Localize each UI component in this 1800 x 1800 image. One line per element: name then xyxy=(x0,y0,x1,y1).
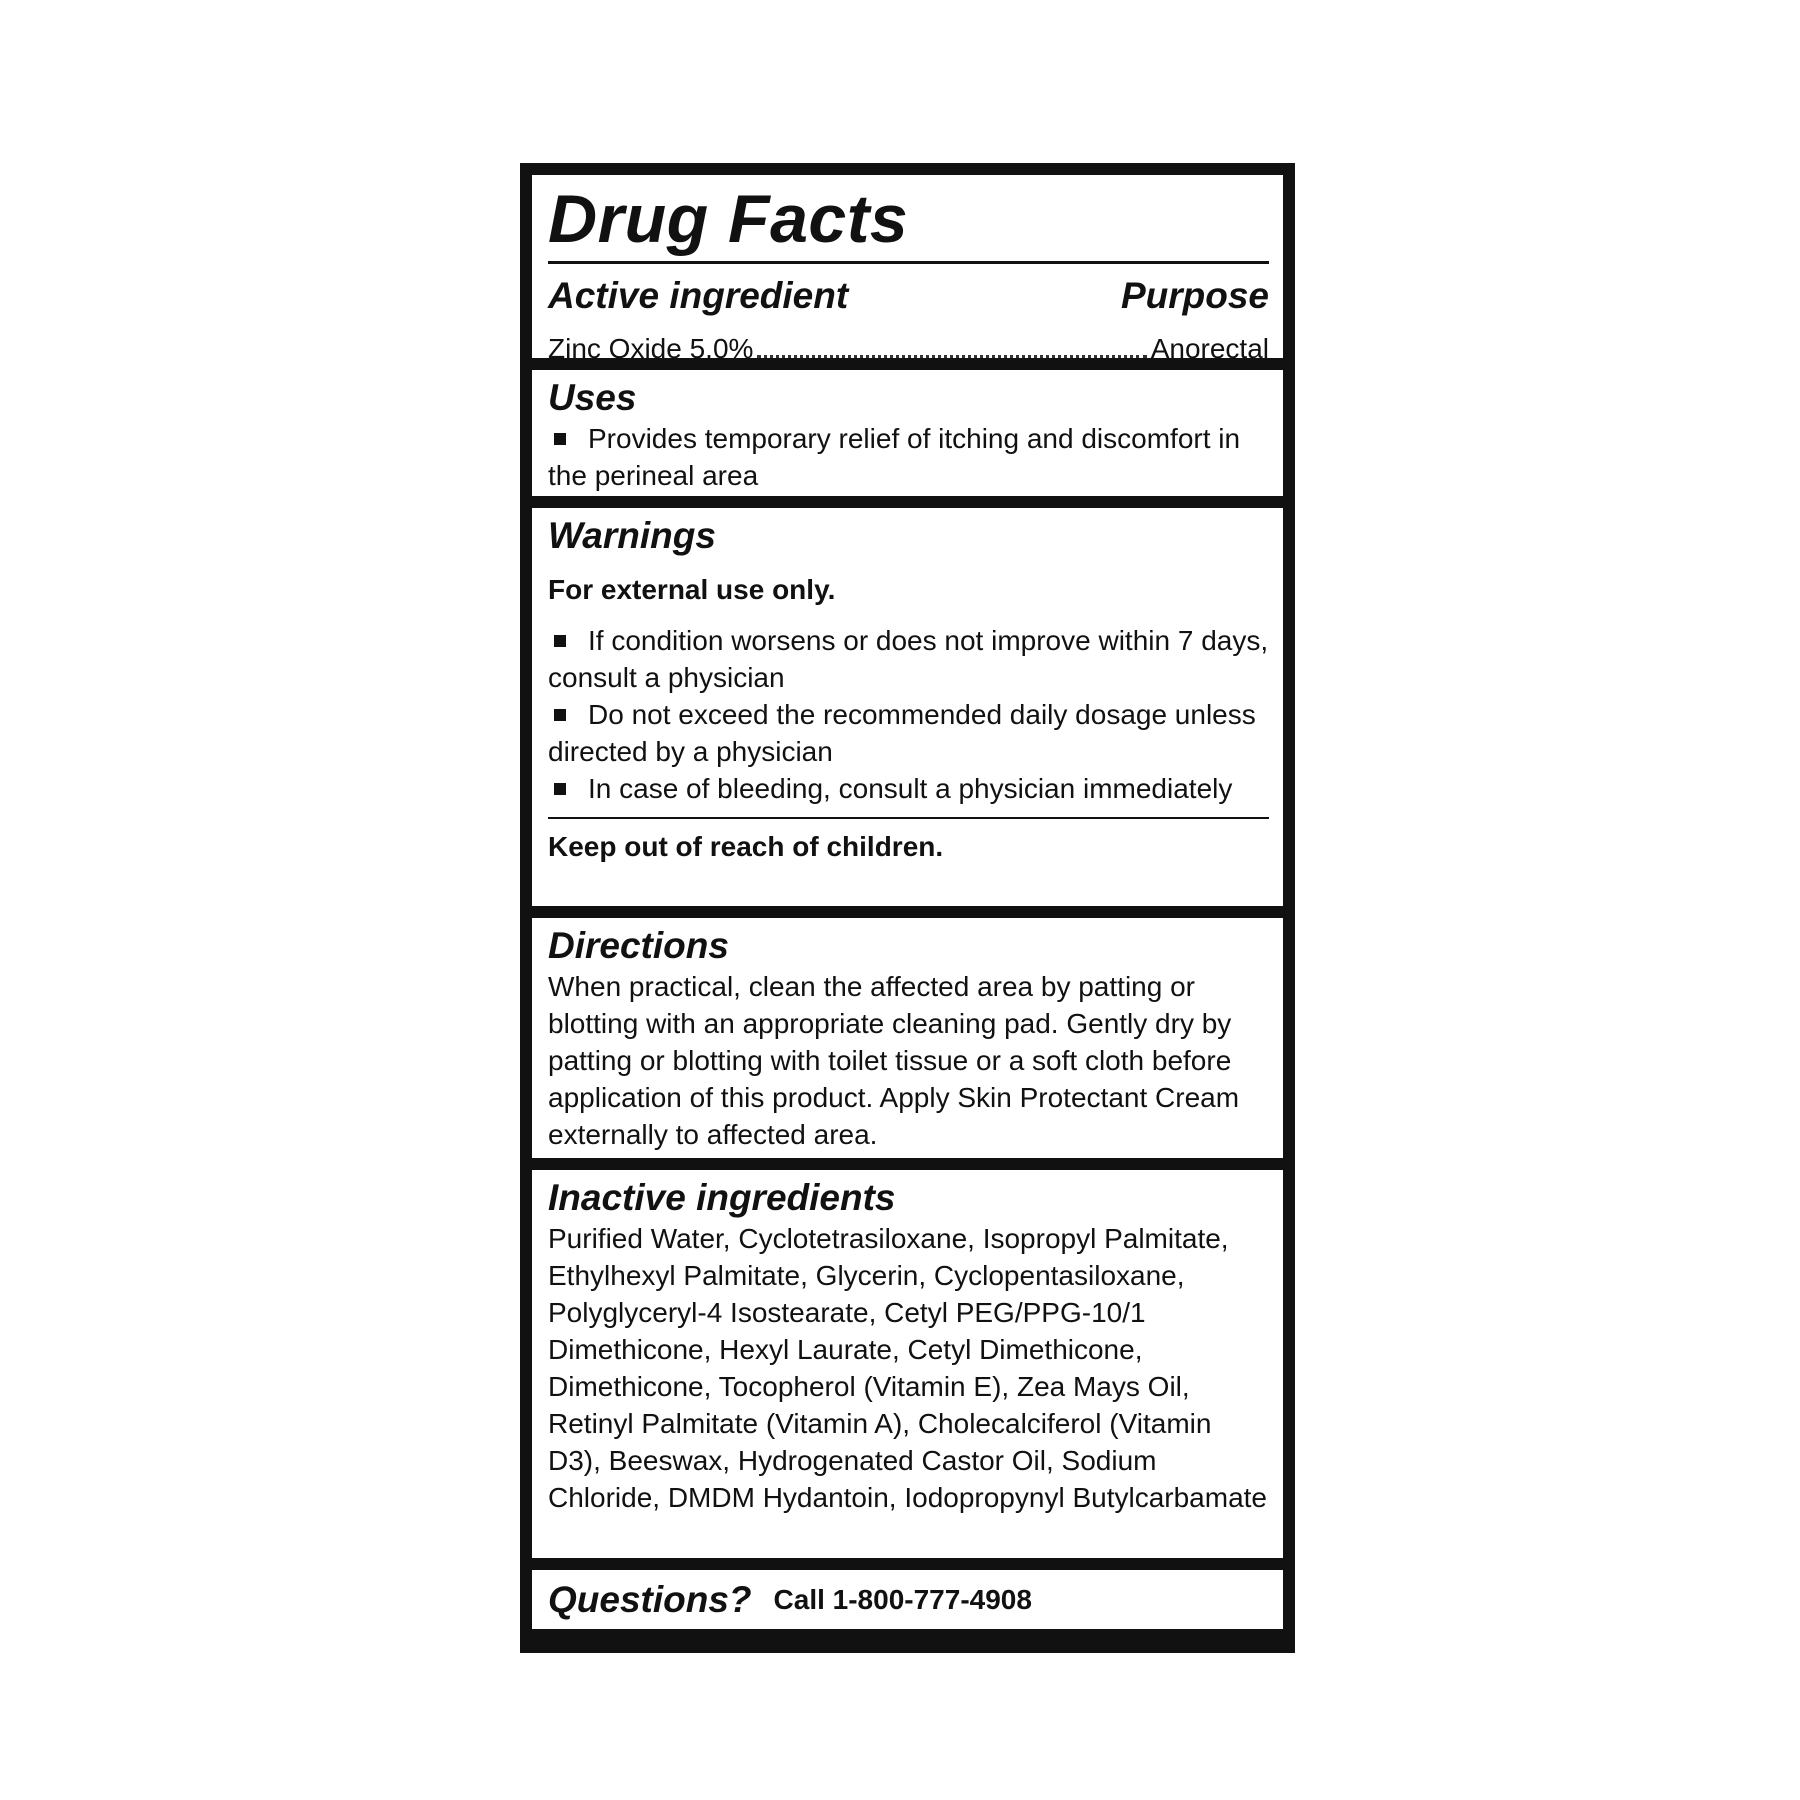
drug-facts-title: Drug Facts xyxy=(548,181,909,257)
bullet-icon xyxy=(554,709,566,721)
warning-item-text: If condition worsens or does not improve within 7 days, consult a physician xyxy=(548,625,1269,693)
purpose-heading: Purpose xyxy=(1120,275,1269,316)
questions-phone: Call 1-800-777-4908 xyxy=(773,1583,1032,1615)
warnings-heading: Warnings xyxy=(548,515,716,556)
warning-item xyxy=(548,622,1269,696)
purpose-value: Anorectal xyxy=(1150,333,1269,364)
warning-item xyxy=(548,696,1269,770)
title-divider xyxy=(548,261,1269,264)
questions-heading: Questions? xyxy=(548,1578,752,1620)
warning-item-text: Do not exceed the recommended daily dosage unless directed by a physician xyxy=(548,699,1256,767)
keep-out-of-reach-warning: Keep out of reach of children. xyxy=(548,831,944,862)
uses-panel xyxy=(532,370,1283,496)
warning-item-text: In case of bleeding, consult a physician immediately xyxy=(588,773,1233,804)
active-ingredient-heading: Active ingredient xyxy=(548,275,849,316)
uses-item-text: Provides temporary relief of itching and discomfort in the perineal area xyxy=(548,423,1241,491)
warning-item xyxy=(548,770,1269,807)
warnings-panel xyxy=(532,508,1283,906)
dotted-leader xyxy=(757,355,1146,358)
drug-facts-label xyxy=(520,163,1295,1653)
uses-item xyxy=(548,420,1269,494)
directions-panel xyxy=(532,918,1283,1158)
directions-text: When practical, clean the affected area by patting or blotting with an appropriate cleaning pad. Gently dry by patting or blotting with toilet tissue or a soft cloth before application of this product. Apply Skin Protectant Cream externally to affected area. xyxy=(548,971,1240,1150)
directions-heading: Directions xyxy=(548,925,729,966)
bullet-icon xyxy=(554,783,566,795)
warnings-divider xyxy=(548,817,1269,819)
external-use-warning: For external use only. xyxy=(548,574,836,605)
bullet-icon xyxy=(554,635,566,647)
uses-heading: Uses xyxy=(548,377,637,418)
active-ingredient-header-row xyxy=(548,274,1269,318)
inactive-ingredients-text: Purified Water, Cyclotetrasiloxane, Isopropyl Palmitate, Ethylhexyl Palmitate, Glycerin, Cyclopentasiloxane, Polyglyceryl-4 Isostearate, Cetyl PEG/PPG-10/1 Dimethicone, Hexyl Laurate, Cetyl Dimethicone, Dimethicone, Tocopherol (Vitamin E), Zea Mays Oil, Retinyl Palmitate (Vitamin A), Cholecalciferol (Vitamin D3), Beeswax, Hydrogenated Castor Oil, Sodium Chloride, DMDM Hydantoin, Iodopropynyl Butylcarbamate xyxy=(548,1223,1267,1513)
inactive-ingredients-heading: Inactive ingredients xyxy=(548,1177,896,1218)
active-ingredient-row xyxy=(548,332,1269,366)
active-ingredient-value: Zinc Oxide 5.0% xyxy=(548,333,754,364)
drug-facts-header-panel xyxy=(532,175,1283,364)
questions-panel xyxy=(532,1570,1283,1629)
inactive-ingredients-panel xyxy=(532,1170,1283,1558)
bullet-icon xyxy=(554,433,566,445)
